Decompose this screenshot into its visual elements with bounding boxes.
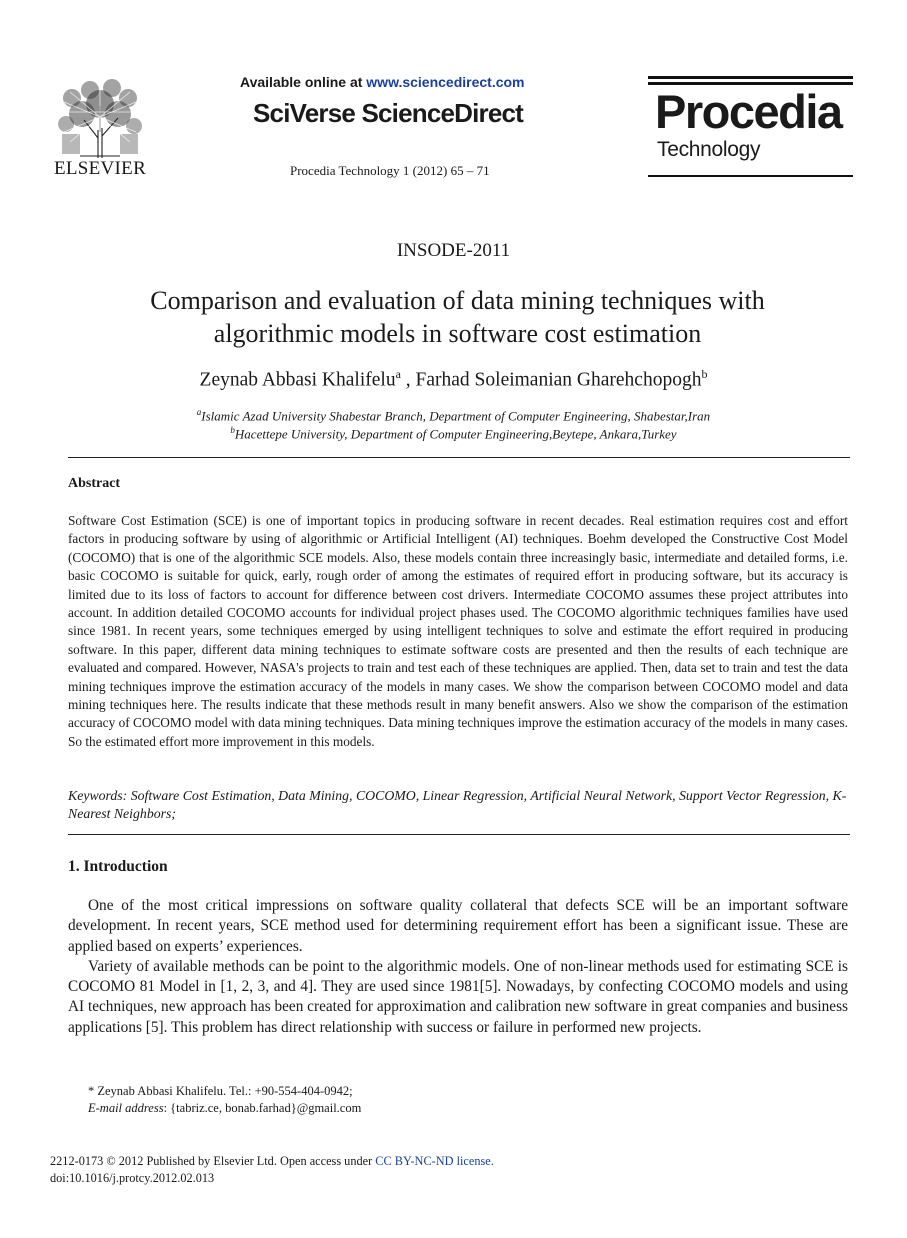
affiliation-b: [0, 425, 907, 442]
email-value: : {tabriz.ce, bonab.farhad}@gmail.com: [163, 1101, 362, 1115]
keywords: Keywords: Software Cost Estimation, Data Mining, COCOMO, Linear Regression, Artificial Neural Network, Support Vector Regression, K-Nearest Neighbors;: [68, 788, 847, 821]
author-list: [0, 367, 907, 392]
procedia-wordmark: Procedia: [655, 85, 842, 138]
abstract-body: Software Cost Estimation (SCE) is one of important topics in producing software in recent decades. Real estimation requires cost and effort factors in producing software by using of algorithmic or Artificial Intelligent (AI) techniques. Boehm developed the Constructive Cost Model (COCOMO) that is one of the algorithmic SCE models. Also, these models contain three increasingly basic, intermediate and detailed forms, i.e. basic COCOMO is suitable for quick, early, rough order of among the estimates of required effort in producing software, but its accuracy is limited due to its loss of factors to account for difference between cost drivers. Intermediate COCOMO assumes these project attributes into account. In addition detailed COCOMO accounts for individual project phases used. The COCOMO algorithmic techniques families have used since 1981. In recent years, some techniques emerged by using intelligent techniques to solve and estimate the effort required in producing software. In this paper, different data mining techniques to estimate software costs are presented and then the results of each technique are evaluated and compared. However, NASA's projects to train and test each of these techniques are applied. Then, data set to train and test the data mining techniques improve the estimation accuracy of the models in many cases. We show the comparison between COCOMO model and data mining techniques here. The results indicate that these methods result in many benefit answers. Also we show the comparison of the estimation accuracy of COCOMO model with data mining techniques. Data mining techniques improve the estimation accuracy of the models in many cases. So the estimated effort more improvement in this models.: [68, 513, 848, 749]
divider: [68, 834, 850, 835]
available-online: [240, 74, 525, 90]
publisher-name: ELSEVIER: [53, 158, 147, 179]
title-line-1: Comparison and evaluation of data mining techniques with: [150, 286, 765, 315]
affiliation-b-text: Hacettepe University, Department of Computer Engineering,Beytepe, Ankara,Turkey: [234, 426, 677, 442]
author-2-mark: b: [701, 367, 708, 381]
paper-title: [60, 284, 855, 350]
title-line-2: algorithmic models in software cost estimation: [213, 319, 702, 348]
issn-copyright: 2212-0173 © 2012 Published by Elsevier Ltd.: [50, 1154, 277, 1168]
divider: [68, 457, 850, 458]
doi: doi:10.1016/j.protcy.2012.02.013: [50, 1171, 215, 1185]
conference-name: INSODE-2011: [396, 240, 511, 261]
affiliation-a: [0, 407, 907, 424]
license-link[interactable]: CC BY-NC-ND license.: [375, 1154, 494, 1168]
open-access-text: Open access under: [276, 1154, 376, 1168]
technology-wordmark: Technology: [657, 138, 761, 161]
logo-rule: [648, 76, 853, 79]
introduction-body: [68, 896, 848, 1038]
sciencedirect-link[interactable]: www.sciencedirect.com: [366, 74, 525, 90]
abstract-heading: Abstract: [68, 476, 121, 491]
logo-rule: [648, 175, 853, 177]
intro-paragraph-2: Variety of available methods can be point to the algorithmic models. One of non-linear methods used for estimating SCE is COCOMO 81 Model in [1, 2, 3, and 4]. They are used since 1981[5]. Nowadays, by confecting COCOMO models and using AI techniques, new approach has been created for approximation and calibration new software in great companies and business applications [5]. This problem has direct relationship with success or failure in performed new projects.: [68, 957, 848, 1036]
corresponding-author-note: * Zeynab Abbasi Khalifelu. Tel.: +90-554-404-0942;: [88, 1084, 353, 1098]
author-1: Zeynab Abbasi Khalifelu: [199, 369, 396, 391]
section-heading-introduction: 1. Introduction: [68, 858, 168, 875]
journal-reference: Procedia Technology 1 (2012) 65 – 71: [290, 163, 490, 178]
available-prefix: Available online at: [240, 74, 367, 90]
affiliation-a-mark: a: [196, 407, 202, 417]
email-label: E-mail address: [88, 1101, 164, 1115]
affiliation-a-text: Islamic Azad University Shabestar Branch, Department of Computer Engineering, Shabestar,Iran: [201, 408, 711, 424]
author-separator: ,: [400, 369, 416, 391]
procedia-logo: [648, 76, 853, 178]
affiliation-b-mark: b: [230, 425, 235, 435]
intro-paragraph-1: One of the most critical impressions on software quality collateral that defects SCE will be an important software development. In recent years, SCE method used for determining requirement effort has been a significant issue. These are applied based on experts’ experiences.: [68, 897, 848, 955]
author-1-mark: a: [395, 367, 401, 381]
email-note: [88, 1101, 361, 1116]
platform-name: SciVerse ScienceDirect: [253, 98, 524, 128]
copyright-line: [50, 1154, 494, 1169]
author-2: Farhad Soleimanian Gharehchopogh: [415, 369, 702, 391]
